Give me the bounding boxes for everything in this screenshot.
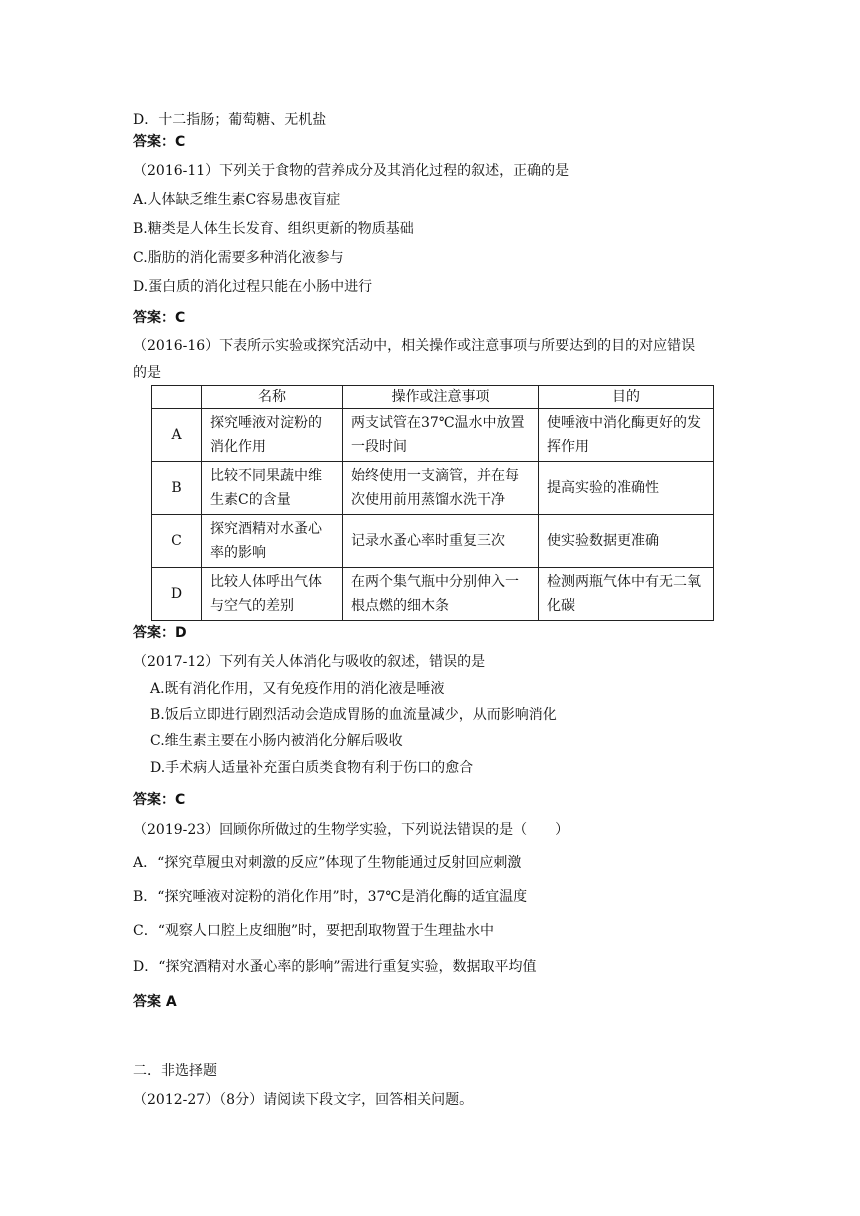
question-stem: （2017-12）下列有关人体消化与吸收的叙述，错误的是 <box>133 654 486 670</box>
table-header-cell: 操作或注意事项 <box>343 386 539 409</box>
table-cell: 探究酒精对水蚤心率的影响 <box>202 515 343 568</box>
option-a: A．“探究草履虫对刺激的反应”体现了生物能通过反射回应刺激 <box>133 855 522 871</box>
option-b: B.饭后立即进行剧烈活动会造成胃肠的血流量减少，从而影响消化 <box>150 707 557 723</box>
answer-label: 答案：C <box>133 134 186 150</box>
answer-label: 答案：D <box>133 625 187 641</box>
table-cell: 记录水蚤心率时重复三次 <box>343 515 539 568</box>
question-stem: （2012-27）（8分）请阅读下段文字，回答相关问题。 <box>133 1092 474 1108</box>
option-d: D．“探究酒精对水蚤心率的影响”需进行重复实验，数据取平均值 <box>133 959 537 975</box>
table-cell: C <box>152 515 202 568</box>
section-heading: 二．非选择题 <box>133 1063 217 1079</box>
question-stem: （2016-11）下列关于食物的营养成分及其消化过程的叙述，正确的是 <box>133 163 570 179</box>
option-text: D．十二指肠；葡萄糖、无机盐 <box>133 112 327 128</box>
table-row <box>152 568 714 621</box>
option-b: B．“探究唾液对淀粉的消化作用”时，37℃是消化酶的适宜温度 <box>133 889 528 905</box>
table-cell: 比较人体呼出气体与空气的差别 <box>202 568 343 621</box>
table-cell: 始终使用一支滴管，并在每次使用前用蒸馏水洗干净 <box>343 462 539 515</box>
question-stem-continued: 的是 <box>133 365 161 381</box>
table-cell: 两支试管在37℃温水中放置一段时间 <box>343 409 539 462</box>
table-header-cell: 目的 <box>539 386 714 409</box>
option-a: A.人体缺乏维生素C容易患夜盲症 <box>133 192 341 208</box>
table-row <box>152 462 714 515</box>
answer-label: 答案 A <box>133 994 177 1010</box>
option-b: B.糖类是人体生长发育、组织更新的物质基础 <box>133 221 414 237</box>
option-d: D.蛋白质的消化过程只能在小肠中进行 <box>133 279 373 295</box>
table-cell: 检测两瓶气体中有无二氧化碳 <box>539 568 714 621</box>
table-cell: 在两个集气瓶中分别伸入一根点燃的细木条 <box>343 568 539 621</box>
option-c: C.脂肪的消化需要多种消化液参与 <box>133 250 344 266</box>
table-header-row <box>152 386 714 409</box>
table-cell: 使唾液中消化酶更好的发挥作用 <box>539 409 714 462</box>
option-d: D.手术病人适量补充蛋白质类食物有利于伤口的愈合 <box>150 760 474 776</box>
table-cell: 探究唾液对淀粉的消化作用 <box>202 409 343 462</box>
table-cell: 使实验数据更准确 <box>539 515 714 568</box>
table-cell: 提高实验的准确性 <box>539 462 714 515</box>
table-row <box>152 409 714 462</box>
table-header-cell <box>152 386 202 409</box>
question-stem: （2016-16）下表所示实验或探究活动中，相关操作或注意事项与所要达到的目的对应错误 <box>133 338 696 354</box>
answer-label: 答案：C <box>133 792 186 808</box>
option-a: A.既有消化作用，又有免疫作用的消化液是唾液 <box>150 681 445 697</box>
table-cell: 比较不同果蔬中维生素C的含量 <box>202 462 343 515</box>
option-c: C.维生素主要在小肠内被消化分解后吸收 <box>150 733 403 749</box>
table-header-cell: 名称 <box>202 386 343 409</box>
table-cell: B <box>152 462 202 515</box>
experiment-table <box>151 385 714 621</box>
answer-label: 答案：C <box>133 310 186 326</box>
table-cell: D <box>152 568 202 621</box>
table-cell: A <box>152 409 202 462</box>
question-stem: （2019-23）回顾你所做过的生物学实验，下列说法错误的是（ ） <box>133 822 570 838</box>
table-row <box>152 515 714 568</box>
option-c: C．“观察人口腔上皮细胞”时，要把刮取物置于生理盐水中 <box>133 923 495 939</box>
